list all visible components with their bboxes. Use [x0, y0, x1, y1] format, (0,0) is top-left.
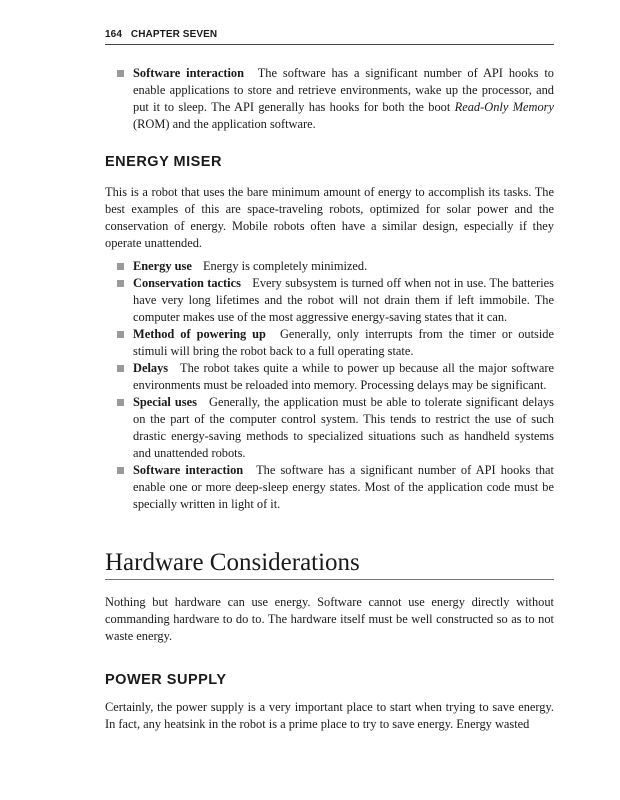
bullet-term: Delays — [133, 361, 169, 375]
bullet-text: The software has a significant number of API hooks that enable one or more deep-sleep energy states. Most of the application code must be specially written in light of it. — [133, 463, 555, 511]
bullet-term: Conservation tactics — [133, 276, 241, 290]
bullet-text: Every subsystem is turned off when not in use. The batteries have very long lifetimes and the robot will not drain them if left immobile. The computer makes use of the most aggressive energy-saving states that it can. — [133, 276, 554, 324]
hardware-considerations-heading: Hardware Considerations — [105, 548, 554, 580]
bullet-term: Special uses — [133, 395, 197, 409]
square-bullet-icon — [117, 331, 124, 338]
bullet-term: Energy use — [133, 259, 192, 273]
hardware-intro: Nothing but hardware can use energy. Software cannot use energy directly without commanding hardware to do to. The hardware itself must be well constructed so as to not waste energy. — [105, 595, 554, 643]
square-bullet-icon — [117, 365, 124, 372]
continued-bullet-list — [105, 65, 554, 133]
square-bullet-icon — [117, 280, 124, 287]
square-bullet-icon — [117, 70, 124, 77]
square-bullet-icon — [117, 263, 124, 270]
energy-miser-intro: This is a robot that uses the bare minimum amount of energy to accomplish its tasks. The best examples of this are space-traveling robots, optimized for solar power and the conservation of energy. Mobile robots often have a similar design, especially if they operate unattended. — [105, 185, 554, 250]
list-item — [105, 326, 554, 360]
square-bullet-icon — [117, 399, 124, 406]
energy-miser-bullet-list — [105, 258, 554, 513]
bullet-text-italic: Read-Only Memory — [454, 100, 554, 114]
power-supply-heading: POWER SUPPLY — [105, 672, 227, 688]
list-item — [105, 65, 554, 133]
bullet-text: Energy is completely minimized. — [202, 259, 368, 273]
list-item — [105, 275, 554, 326]
energy-miser-heading: ENERGY MISER — [105, 154, 222, 170]
list-item — [105, 360, 554, 394]
page-number: 164 — [105, 29, 122, 40]
bullet-text: The robot takes quite a while to power up because all the major software environments must be reloaded into memory. Processing delays may be significant. — [133, 361, 554, 392]
list-item — [105, 394, 554, 462]
bullet-text: Generally, the application must be able to tolerate significant delays on the part of the computer control system. This tends to restrict the use of such drastic energy-saving methods to specialized situations such as handheld systems and unattended robots. — [133, 395, 554, 460]
chapter-title: CHAPTER SEVEN — [130, 29, 218, 40]
bullet-term: Software interaction — [133, 66, 244, 80]
book-page — [105, 28, 554, 733]
bullet-term: Method of powering up — [133, 327, 266, 341]
bullet-text-end: (ROM) and the application software. — [133, 117, 316, 131]
list-item — [105, 462, 554, 513]
bullet-text: Generally, only interrupts from the timer or outside stimuli will bring the robot back to a full operating state. — [133, 327, 554, 358]
running-header — [105, 28, 554, 45]
bullet-term: Software interaction — [133, 463, 244, 477]
power-supply-text: Certainly, the power supply is a very important place to start when trying to save energy. In fact, any heatsink in the robot is a prime place to try to save energy. Energy wasted — [105, 700, 554, 731]
bullet-text: The software has a significant number of API hooks to enable applications to store and retrieve environments, wake up the processor, and put it to sleep. The API generally has hooks for both the boot — [133, 66, 554, 114]
list-item — [105, 258, 554, 275]
square-bullet-icon — [117, 467, 124, 474]
